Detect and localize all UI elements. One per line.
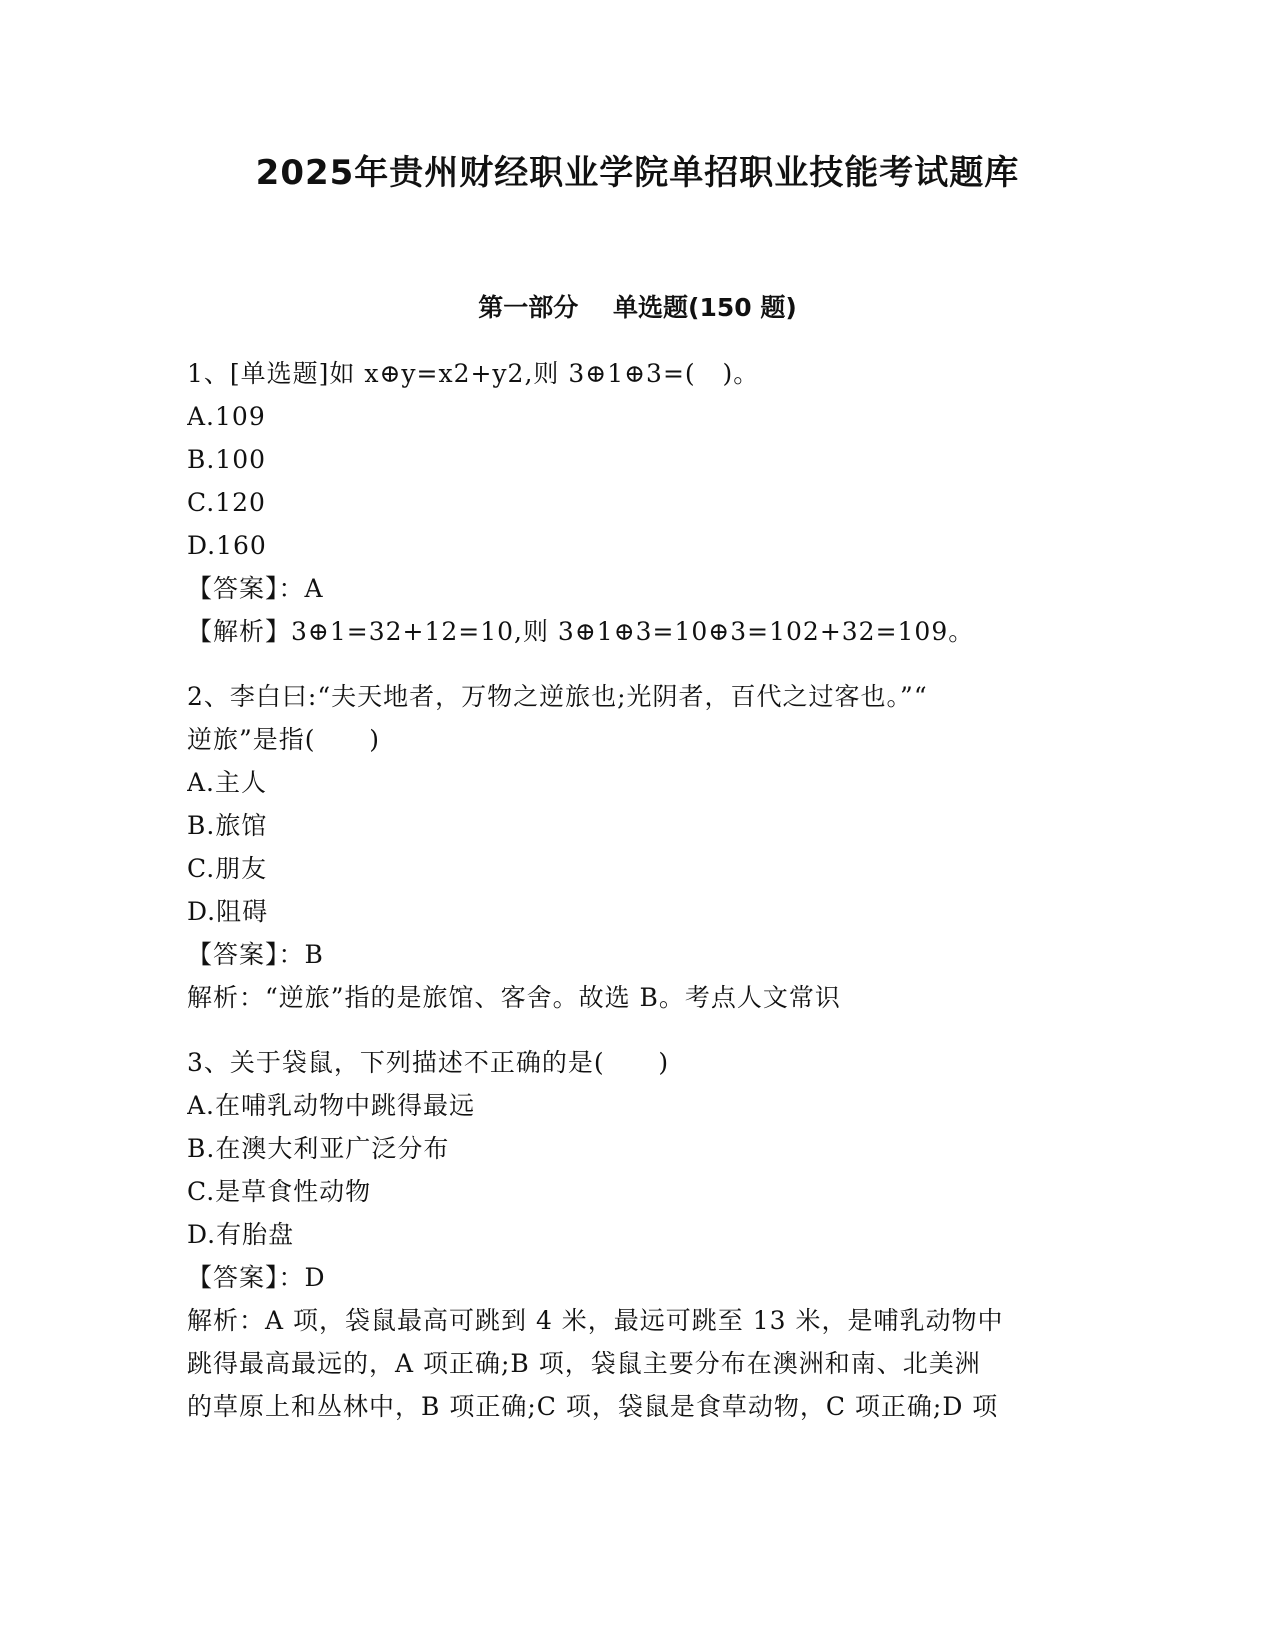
option-c: C.是草食性动物 bbox=[187, 1177, 372, 1206]
question-stem: 1、[单选题]如 x⊕y=x2+y2,则 3⊕1⊕3=( )。 bbox=[187, 359, 760, 388]
question-3 bbox=[187, 1041, 1087, 1428]
answer: 【答案】：D bbox=[187, 1263, 326, 1292]
option-a: A.在哺乳动物中跳得最远 bbox=[187, 1091, 476, 1120]
question-stem: 3、关于袋鼠，下列描述不正确的是( ) bbox=[187, 1048, 670, 1077]
answer: 【答案】：A bbox=[187, 574, 324, 603]
analysis: 解析：“逆旅”指的是旅馆、客舍。故选 B。考点人文常识 bbox=[187, 983, 841, 1012]
analysis-line-2: 跳得最高最远的，A 项正确;B 项，袋鼠主要分布在澳洲和南、北美洲 bbox=[187, 1349, 981, 1378]
question-list bbox=[187, 352, 1087, 1428]
option-b: B.旅馆 bbox=[187, 811, 268, 840]
question-spacer bbox=[187, 1019, 1087, 1041]
analysis: 【解析】3⊕1=32+12=10,则 3⊕1⊕3=10⊕3=102+32=109。 bbox=[187, 617, 975, 646]
option-d: D.160 bbox=[187, 531, 267, 560]
question-1 bbox=[187, 352, 1087, 653]
option-a: A.主人 bbox=[187, 768, 268, 797]
option-d: D.阻碍 bbox=[187, 897, 269, 926]
question-stem-line-1: 2、李白曰:“夫天地者，万物之逆旅也;光阴者，百代之过客也。”“ bbox=[187, 682, 928, 711]
option-c: C.120 bbox=[187, 488, 266, 517]
option-c: C.朋友 bbox=[187, 854, 268, 883]
option-b: B.100 bbox=[187, 445, 267, 474]
question-stem-line-2: 逆旅”是指( ) bbox=[187, 725, 380, 754]
answer: 【答案】：B bbox=[187, 940, 324, 969]
document-title: 2025年贵州财经职业学院单招职业技能考试题库 bbox=[255, 153, 1020, 193]
analysis-line-1: 解析：A 项，袋鼠最高可跳到 4 米，最远可跳至 13 米，是哺乳动物中 bbox=[187, 1306, 1004, 1335]
option-b: B.在澳大利亚广泛分布 bbox=[187, 1134, 450, 1163]
option-a: A.109 bbox=[187, 402, 266, 431]
question-spacer bbox=[187, 653, 1087, 675]
option-d: D.有胎盘 bbox=[187, 1220, 295, 1249]
question-2 bbox=[187, 675, 1087, 1019]
section-title: 第一部分 单选题(150 题) bbox=[478, 293, 797, 322]
analysis-line-3: 的草原上和丛林中，B 项正确;C 项，袋鼠是食草动物，C 项正确;D 项 bbox=[187, 1392, 999, 1421]
